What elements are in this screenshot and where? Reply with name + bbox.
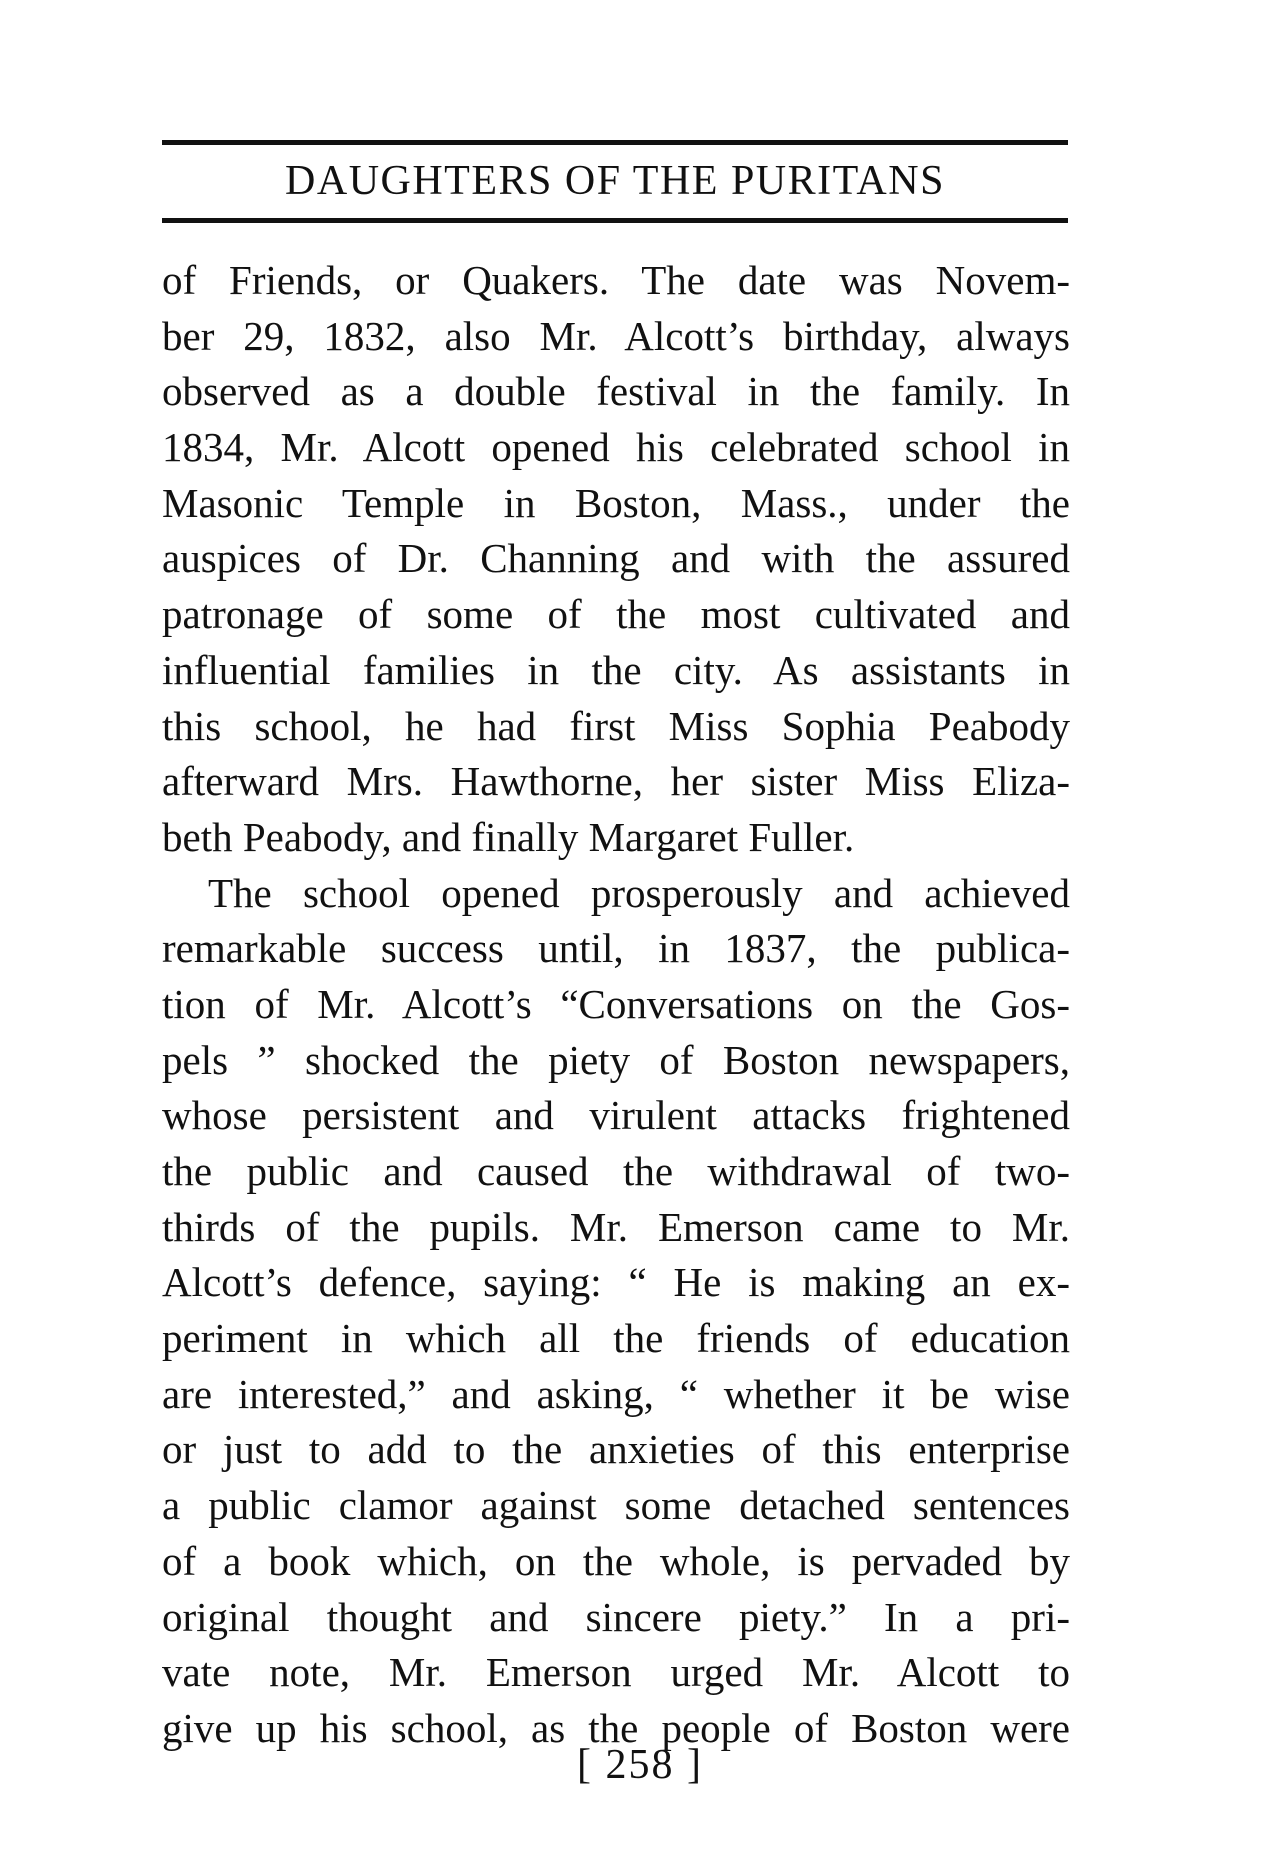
header-rule-top <box>162 140 1068 145</box>
text-line: periment in which all the friends of education <box>162 1315 1070 1362</box>
text-line: Masonic Temple in Boston, Mass., under the <box>162 479 1070 526</box>
text-line: vate note, Mr. Emerson urged Mr. Alcott to <box>162 1649 1070 1696</box>
paragraph-1 <box>162 253 1070 866</box>
text-line: influential families in the city. As assistants in <box>162 646 1070 693</box>
text-line: of Friends, or Quakers. The date was Novem- <box>162 257 1070 303</box>
text-line: thirds of the pupils. Mr. Emerson came to Mr. <box>162 1203 1070 1250</box>
text-line: ber 29, 1832, also Mr. Alcott’s birthday, always <box>162 312 1070 359</box>
text-line: auspices of Dr. Channing and with the assured <box>162 535 1070 582</box>
header-rule-bottom <box>162 218 1068 223</box>
paragraph-2 <box>162 866 1070 1757</box>
text-line: patronage of some of the most cultivated and <box>162 591 1070 638</box>
text-line: or just to add to the anxieties of this enterprise <box>162 1426 1070 1473</box>
text-line: The school opened prosperously and achieved <box>208 869 1070 916</box>
running-head: DAUGHTERS OF THE PURITANS <box>285 158 945 204</box>
text-line: a public clamor against some detached sentences <box>162 1482 1070 1529</box>
text-line: remarkable success until, in 1837, the publica- <box>162 925 1070 972</box>
text-line: observed as a double festival in the family. In <box>162 368 1070 415</box>
text-line: Alcott’s defence, saying: “ He is making an ex- <box>162 1259 1070 1306</box>
text-line: of a book which, on the whole, is pervaded by <box>162 1537 1070 1584</box>
page-number: [ 258 ] <box>577 1742 703 1788</box>
text-line: afterward Mrs. Hawthorne, her sister Miss Eliza- <box>162 758 1070 805</box>
body-text <box>162 253 1070 1757</box>
text-line: pels ” shocked the piety of Boston newspapers, <box>162 1036 1070 1083</box>
text-line: whose persistent and virulent attacks frightened <box>162 1092 1070 1139</box>
text-line: beth Peabody, and finally Margaret Fuller. <box>162 813 855 860</box>
text-line: 1834, Mr. Alcott opened his celebrated school in <box>162 424 1070 471</box>
text-line: give up his school, as the people of Boston were <box>162 1704 1070 1751</box>
text-line: tion of Mr. Alcott’s “Conversations on the Gos- <box>162 980 1070 1027</box>
text-line: this school, he had first Miss Sophia Peabody <box>162 702 1070 749</box>
text-line: the public and caused the withdrawal of two- <box>162 1148 1070 1194</box>
text-line: are interested,” and asking, “ whether it be wise <box>162 1370 1070 1417</box>
text-line: original thought and sincere piety.” In a pri- <box>162 1593 1070 1640</box>
